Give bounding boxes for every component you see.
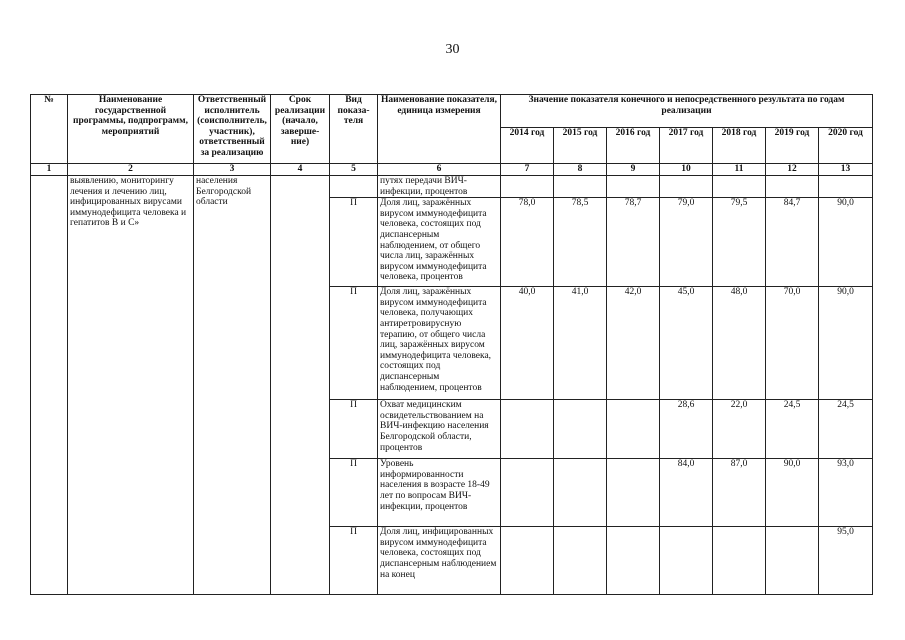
value-cell: 24,5 <box>819 400 873 459</box>
header-year: 2018 год <box>713 128 766 164</box>
value-cell <box>607 527 660 595</box>
value-cell: 22,0 <box>713 400 766 459</box>
value-cell: 87,0 <box>713 459 766 527</box>
header-year: 2016 год <box>607 128 660 164</box>
value-cell <box>554 459 607 527</box>
value-cell <box>554 400 607 459</box>
value-cell: 95,0 <box>819 527 873 595</box>
value-cell: 42,0 <box>607 287 660 400</box>
value-cell <box>713 176 766 198</box>
indicator-type <box>330 176 378 198</box>
value-cell <box>660 176 713 198</box>
value-cell: 48,0 <box>713 287 766 400</box>
indicator-name: Доля лиц, инфицированных вирусом иммунодефицита человека, состоящих под диспансерным наблюдением на конец <box>378 527 501 595</box>
header-executor: Ответственный исполнитель (соисполнитель, участник), ответственный за реализацию <box>194 95 271 164</box>
column-number: 12 <box>766 164 819 176</box>
value-cell: 84,7 <box>766 198 819 287</box>
value-cell: 78,5 <box>554 198 607 287</box>
value-cell: 40,0 <box>501 287 554 400</box>
value-cell: 90,0 <box>819 287 873 400</box>
row-number-cell <box>31 176 68 595</box>
indicator-type: П <box>330 459 378 527</box>
column-number: 10 <box>660 164 713 176</box>
column-numbers-row <box>31 164 873 176</box>
header-row <box>31 95 873 128</box>
value-cell <box>607 400 660 459</box>
indicator-type: П <box>330 527 378 595</box>
value-cell <box>554 176 607 198</box>
value-cell <box>501 527 554 595</box>
value-cell: 79,0 <box>660 198 713 287</box>
header-program: Наименование государственной программы, подпрограмм, мероприятий <box>68 95 194 164</box>
value-cell <box>660 527 713 595</box>
value-cell: 84,0 <box>660 459 713 527</box>
indicator-name: Уровень информированности населения в возрасте 18-49 лет по вопросам ВИЧ-инфекции, процентов <box>378 459 501 527</box>
column-number: 7 <box>501 164 554 176</box>
column-number: 2 <box>68 164 194 176</box>
column-number: 11 <box>713 164 766 176</box>
value-cell <box>819 176 873 198</box>
value-cell: 41,0 <box>554 287 607 400</box>
column-number: 9 <box>607 164 660 176</box>
header-values-group: Значение показателя конечного и непосредственного результата по годам реализации <box>501 95 873 128</box>
header-indicator: Наименование показателя, единица измерения <box>378 95 501 164</box>
value-cell <box>554 527 607 595</box>
header-year: 2014 год <box>501 128 554 164</box>
indicators-table <box>30 94 873 595</box>
indicator-type: П <box>330 400 378 459</box>
indicator-name: Доля лиц, заражённых вирусом иммунодефицита человека, состоящих под диспансерным наблюдением, от общего числа лиц, заражённых вирусом иммунодефицита человека, процентов <box>378 198 501 287</box>
value-cell <box>501 459 554 527</box>
value-cell: 93,0 <box>819 459 873 527</box>
value-cell <box>607 176 660 198</box>
value-cell: 79,5 <box>713 198 766 287</box>
value-cell <box>607 459 660 527</box>
value-cell <box>501 176 554 198</box>
page-number: 30 <box>445 42 460 57</box>
table-row <box>31 176 873 198</box>
column-number: 5 <box>330 164 378 176</box>
value-cell: 78,7 <box>607 198 660 287</box>
value-cell <box>766 527 819 595</box>
indicator-type: П <box>330 198 378 287</box>
header-year: 2019 год <box>766 128 819 164</box>
header-year: 2020 год <box>819 128 873 164</box>
value-cell <box>766 176 819 198</box>
value-cell: 90,0 <box>819 198 873 287</box>
header-no: № <box>31 95 68 164</box>
indicator-type: П <box>330 287 378 400</box>
value-cell <box>713 527 766 595</box>
value-cell: 24,5 <box>766 400 819 459</box>
value-cell: 78,0 <box>501 198 554 287</box>
header-year: 2017 год <box>660 128 713 164</box>
header-type: Вид показа-теля <box>330 95 378 164</box>
header-year: 2015 год <box>554 128 607 164</box>
indicator-name: путях передачи ВИЧ-инфекции, процентов <box>378 176 501 198</box>
column-number: 3 <box>194 164 271 176</box>
executor-cell: населения Белгородской области <box>194 176 271 595</box>
column-number: 1 <box>31 164 68 176</box>
column-number: 13 <box>819 164 873 176</box>
indicator-name: Доля лиц, заражённых вирусом иммунодефицита человека, получающих антиретровирусную терапию, от общего числа лиц, заражённых вирусом иммунодефицита человека, состоящих под диспансерным наблюдением, процентов <box>378 287 501 400</box>
indicator-name: Охват медицинским освидетельствованием на ВИЧ-инфекцию населения Белгородской области, процентов <box>378 400 501 459</box>
value-cell: 45,0 <box>660 287 713 400</box>
header-term: Срок реализации (начало, заверше-ние) <box>271 95 330 164</box>
value-cell: 90,0 <box>766 459 819 527</box>
value-cell: 28,6 <box>660 400 713 459</box>
value-cell <box>501 400 554 459</box>
program-cell: выявлению, мониторингу лечения и лечению лиц, инфицированных вирусами иммунодефицита человека и гепатитов В и С» <box>68 176 194 595</box>
column-number: 4 <box>271 164 330 176</box>
term-cell <box>271 176 330 595</box>
column-number: 8 <box>554 164 607 176</box>
column-number: 6 <box>378 164 501 176</box>
value-cell: 70,0 <box>766 287 819 400</box>
